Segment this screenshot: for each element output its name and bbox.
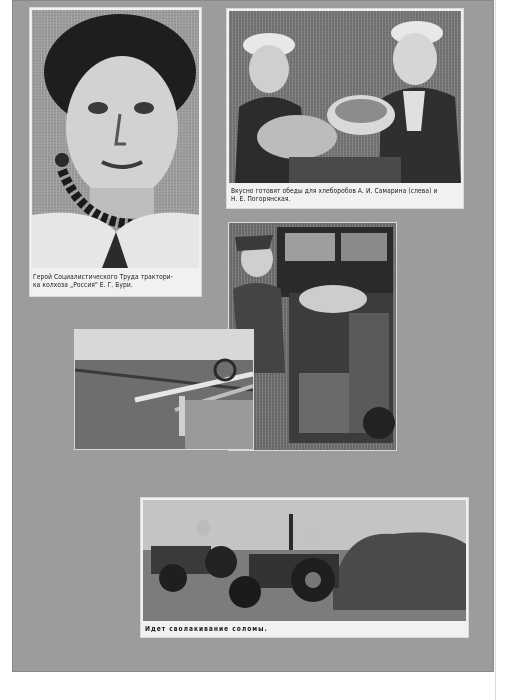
tractors-caption	[145, 625, 465, 633]
combine-illustration	[229, 223, 396, 450]
tractors-photo	[143, 500, 466, 621]
cooks-caption	[231, 187, 459, 203]
caption-line: Вкусно готовят обеды для хлеборобов А. И. Самарина (слева) и	[231, 187, 438, 195]
tractors-illustration	[143, 500, 466, 621]
portrait-illustration	[32, 10, 199, 268]
clipping-cooks	[227, 9, 463, 208]
cooks-illustration	[229, 11, 461, 183]
portrait-photo	[32, 10, 199, 268]
cooks-photo	[229, 11, 461, 183]
clipping-field	[75, 330, 253, 449]
portrait-caption	[33, 273, 199, 289]
clipping-combine	[229, 223, 396, 450]
caption-line: Герой Социалистического Труда трактори-	[33, 273, 173, 281]
combine-photo-top	[229, 223, 396, 450]
page-edge	[495, 0, 496, 700]
clipping-tractors	[141, 498, 468, 637]
clipping-portrait	[30, 8, 201, 296]
caption-line: ка колхоза „Россия" Е. Г. Бури.	[33, 281, 133, 289]
caption-line: Идет сволакивание соломы.	[145, 625, 268, 633]
caption-line: Н. Е. Погорянская.	[231, 195, 291, 203]
field-illustration	[75, 330, 253, 449]
field-photo	[75, 330, 253, 449]
